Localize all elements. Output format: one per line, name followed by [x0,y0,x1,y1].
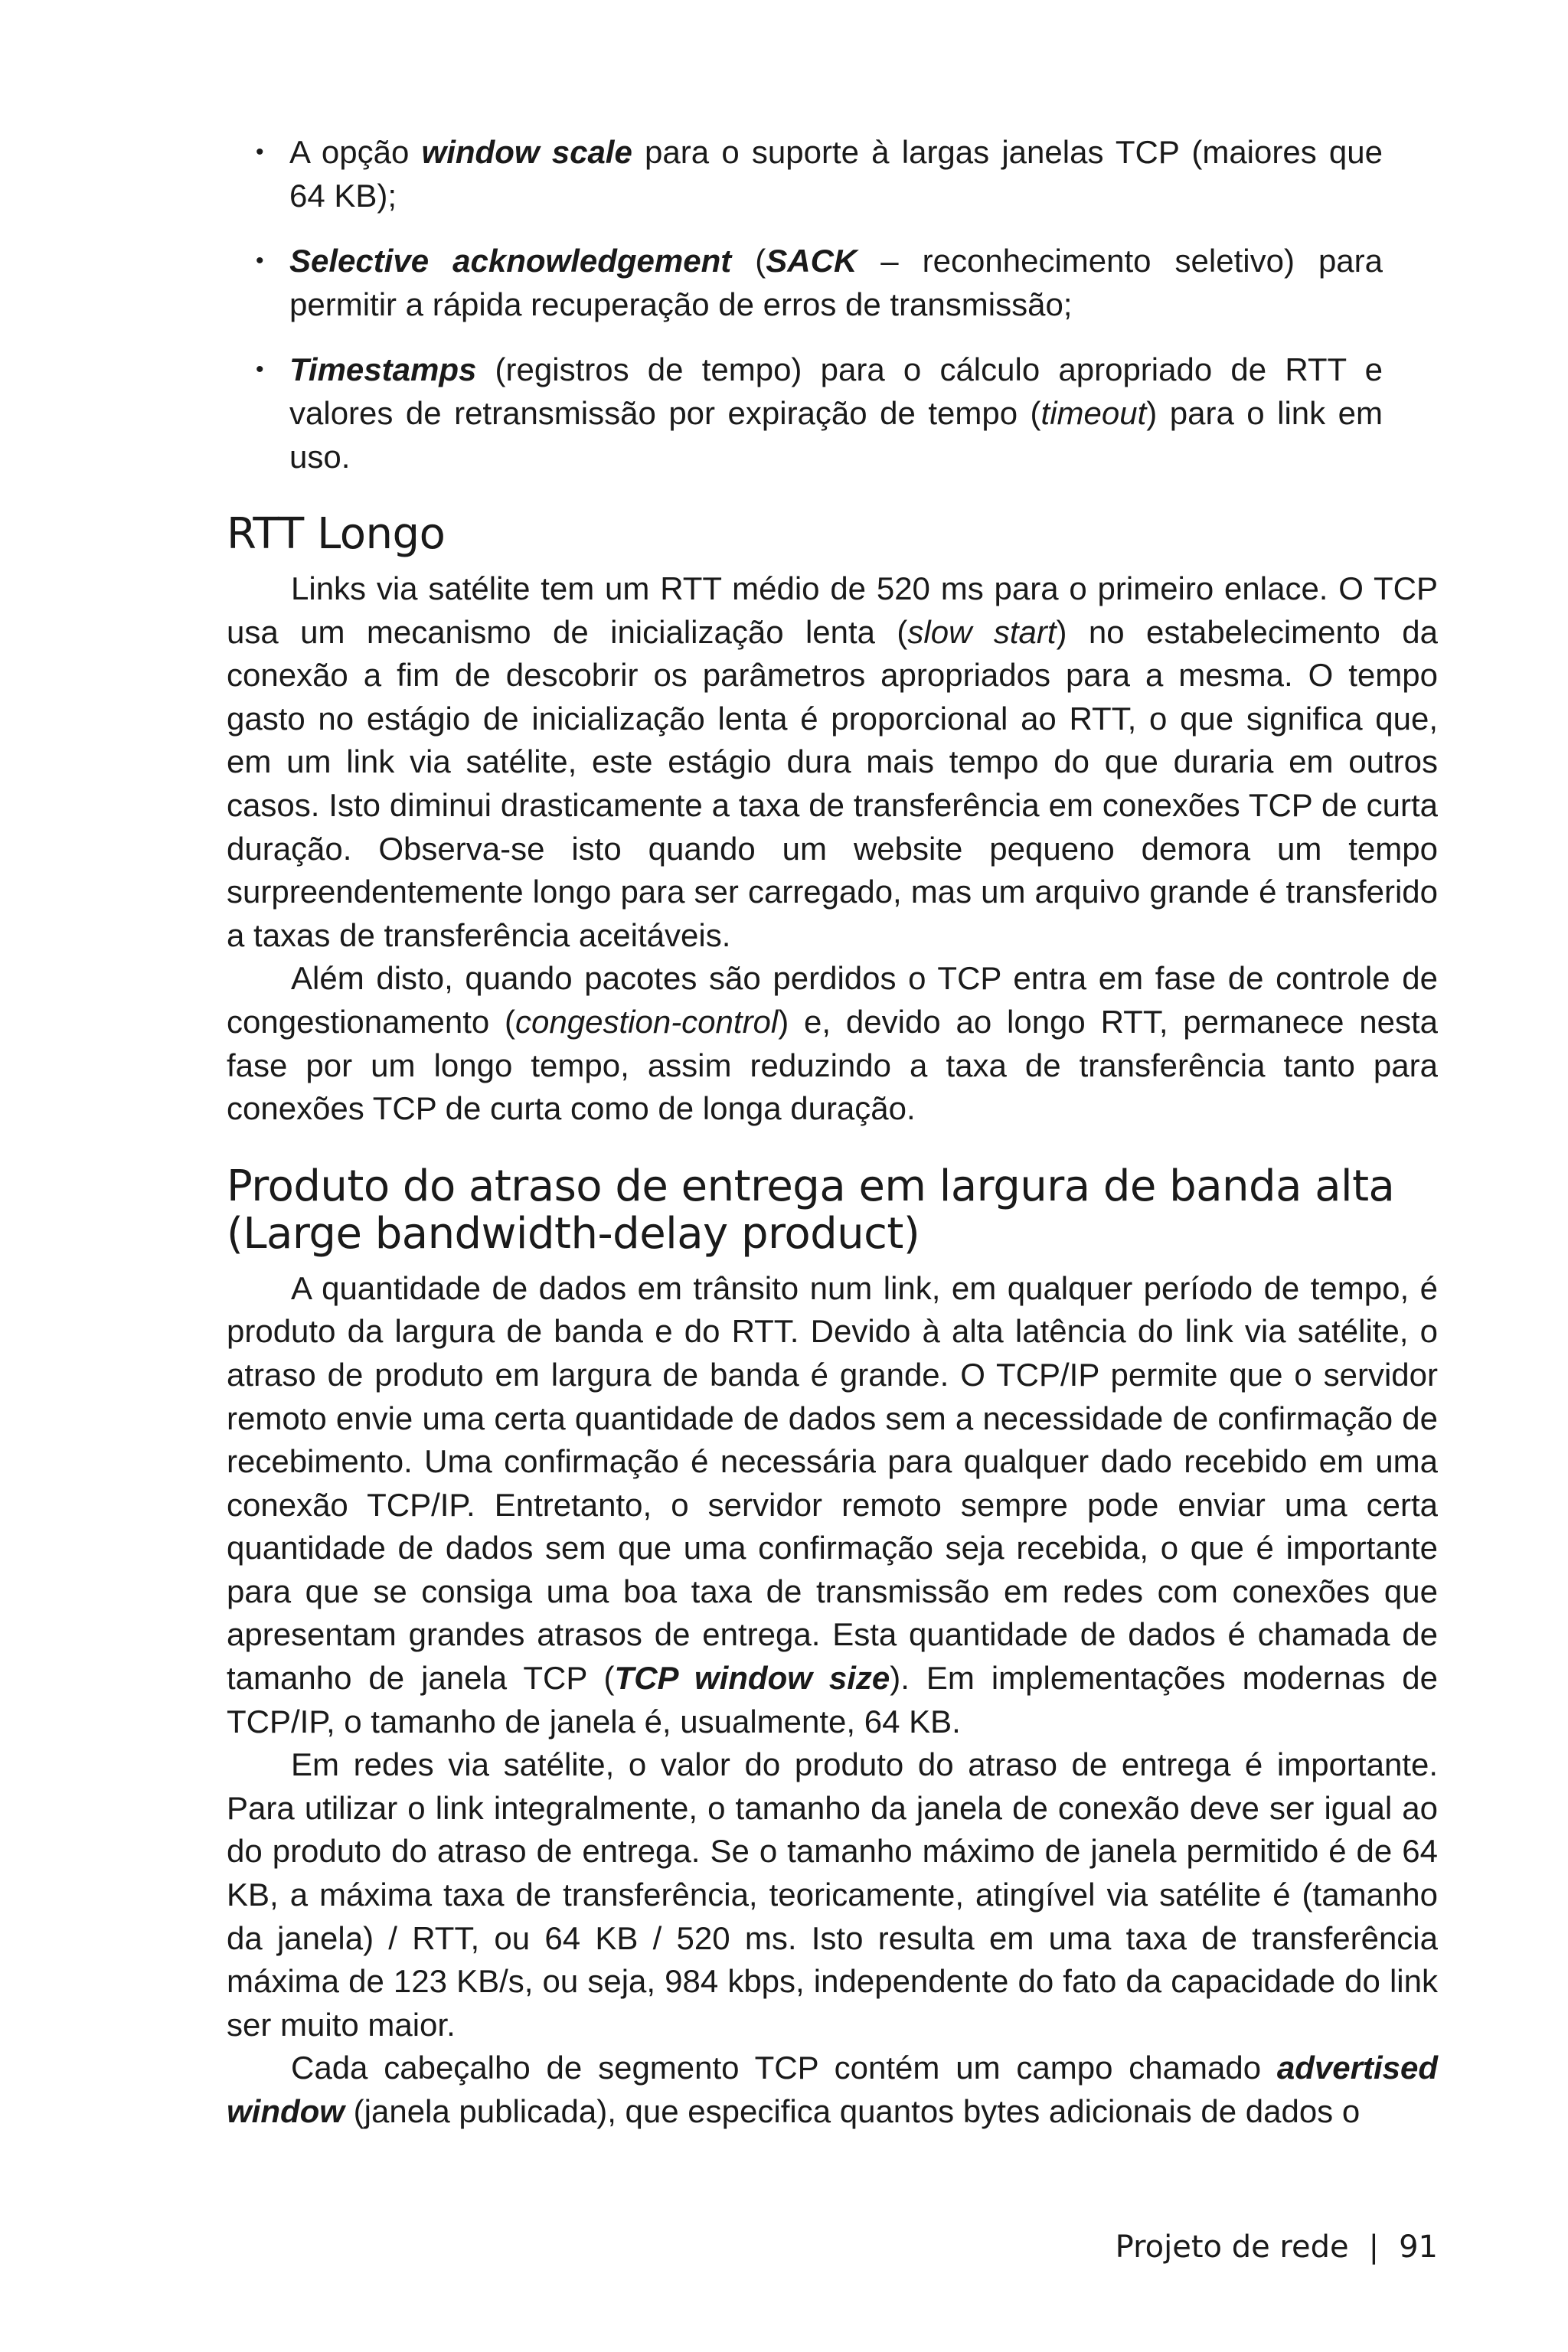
text-run: ) e, devido ao longo RTT, permanece nesta fase por um longo tempo, assim reduzindo a taxa de transferência tanto para conexões TCP de curta como de longa duração. [227,1003,1438,1127]
feature-bullet-list [256,130,1383,479]
text-run: Links via satélite tem um RTT médio de 520 ms para o primeiro enlace. O TCP usa um mecanismo de inicialização lenta ( [227,570,1438,650]
emphasis-term: Timestamps [289,351,477,387]
bullet-item [256,130,1383,217]
text-run: ) para o link em uso. [289,395,1383,475]
text-run: ). Em implementações modernas de TCP/IP, o tamanho de janela é, usualmente, 64 KB. [227,1660,1439,1740]
bullet-dot-icon: • [256,139,264,165]
text-run: Além disto, quando pacotes são perdidos o TCP entra em fase de controle de congestionamento ( [227,960,1438,1040]
text-run: – reconhecimento seletivo) para permitir a rápida recuperação de erros de transmissão; [289,243,1383,322]
section-heading: RTT Longo [227,509,446,559]
page-number: 91 [1399,2230,1438,2265]
bullet-item [256,348,1383,479]
bullet-item [256,239,1383,326]
text-run: (janela publicada), que especifica quantos bytes adicionais de dados o [344,2093,1361,2129]
bullet-dot-icon: • [256,248,264,273]
body-paragraph [227,957,1438,1130]
text-run: (registros de tempo) para o cálculo apropriado de RTT e valores de retransmissão por expiração de tempo ( [289,351,1383,431]
page-body [227,130,1438,2134]
italic-term: slow start [907,613,1057,650]
emphasis-term: TCP window size [614,1660,890,1697]
text-run: A quantidade de dados em trânsito num link, em qualquer período de tempo, é produto da largura de banda e do RTT. Devido à alta latência do link via satélite, o atraso de produto em largura de banda é grande. O TCP/IP permite que o servidor remoto envie uma certa quantidade de dados sem a necessidade de confirmação de recebimento. Uma confirmação é necessária para qualquer dado recebido em uma conexão TCP/IP. Entretanto, o servidor remoto sempre pode enviar uma certa quantidade de dados sem que uma confirmação seja recebida, o que é importante para que se consiga uma boa taxa de transmissão em redes com conexões que apresentam grandes atrasos de entrega. Esta quantidade de dados é chamada de tamanho de janela TCP ( [227,1269,1438,1697]
emphasis-term: window scale [421,134,632,170]
body-paragraph [227,567,1438,957]
emphasis-term: Selective acknowledgement [289,243,732,279]
text-run: ) no estabelecimento da conexão a fim de descobrir os parâmetros apropriados para a mesma. O tempo gasto no estágio de inicialização lenta é proporcional ao RTT, o que significa que, em um link via satélite, este estágio dura mais tempo do que duraria em outros casos. Isto diminui drasticamente a taxa de transferência em conexões TCP de curta duração. Observa-se isto quando um website pequeno demora um tempo surpreendentemente longo para ser carregado, mas um arquivo grande é transferido a taxas de transferência aceitáveis. [227,613,1439,953]
emphasis-term: advertised window [227,2050,1438,2129]
page-footer [1116,2230,1438,2265]
body-paragraph [227,2047,1438,2133]
emphasis-term: SACK [766,243,858,279]
bullet-dot-icon: • [256,357,264,382]
text-run: ( [731,243,766,279]
text-run: A opção [289,134,422,170]
footer-title: Projeto de rede [1115,2230,1349,2265]
italic-term: congestion-control [515,1003,779,1040]
sections-container [227,511,1438,2134]
body-paragraph [227,1267,1438,1744]
text-run: Cada cabeçalho de segmento TCP contém um campo chamado [291,2050,1277,2086]
text-run: para o suporte à largas janelas TCP (maiores que 64 KB); [289,134,1383,214]
section-heading: Produto do atraso de entrega em largura de banda alta (Large bandwidth-delay product) [227,1161,1395,1259]
text-run: Em redes via satélite, o valor do produto do atraso de entrega é importante. Para utilizar o link integralmente, o tamanho da janela de conexão deve ser igual ao do produto do atraso de entrega. Se o tamanho máximo de janela permitido é de 64 KB, a máxima taxa de transferência, teoricamente, atingível via satélite é (tamanho da janela) / RTT, ou 64 KB / 520 ms. Isto resulta em uma taxa de transferência máxima de 123 KB/s, ou seja, 984 kbps, independente do fato da capacidade do link ser muito maior. [227,1746,1438,2043]
footer-separator: | [1368,2230,1380,2265]
italic-term: timeout [1040,395,1147,431]
body-paragraph [227,1743,1438,2047]
